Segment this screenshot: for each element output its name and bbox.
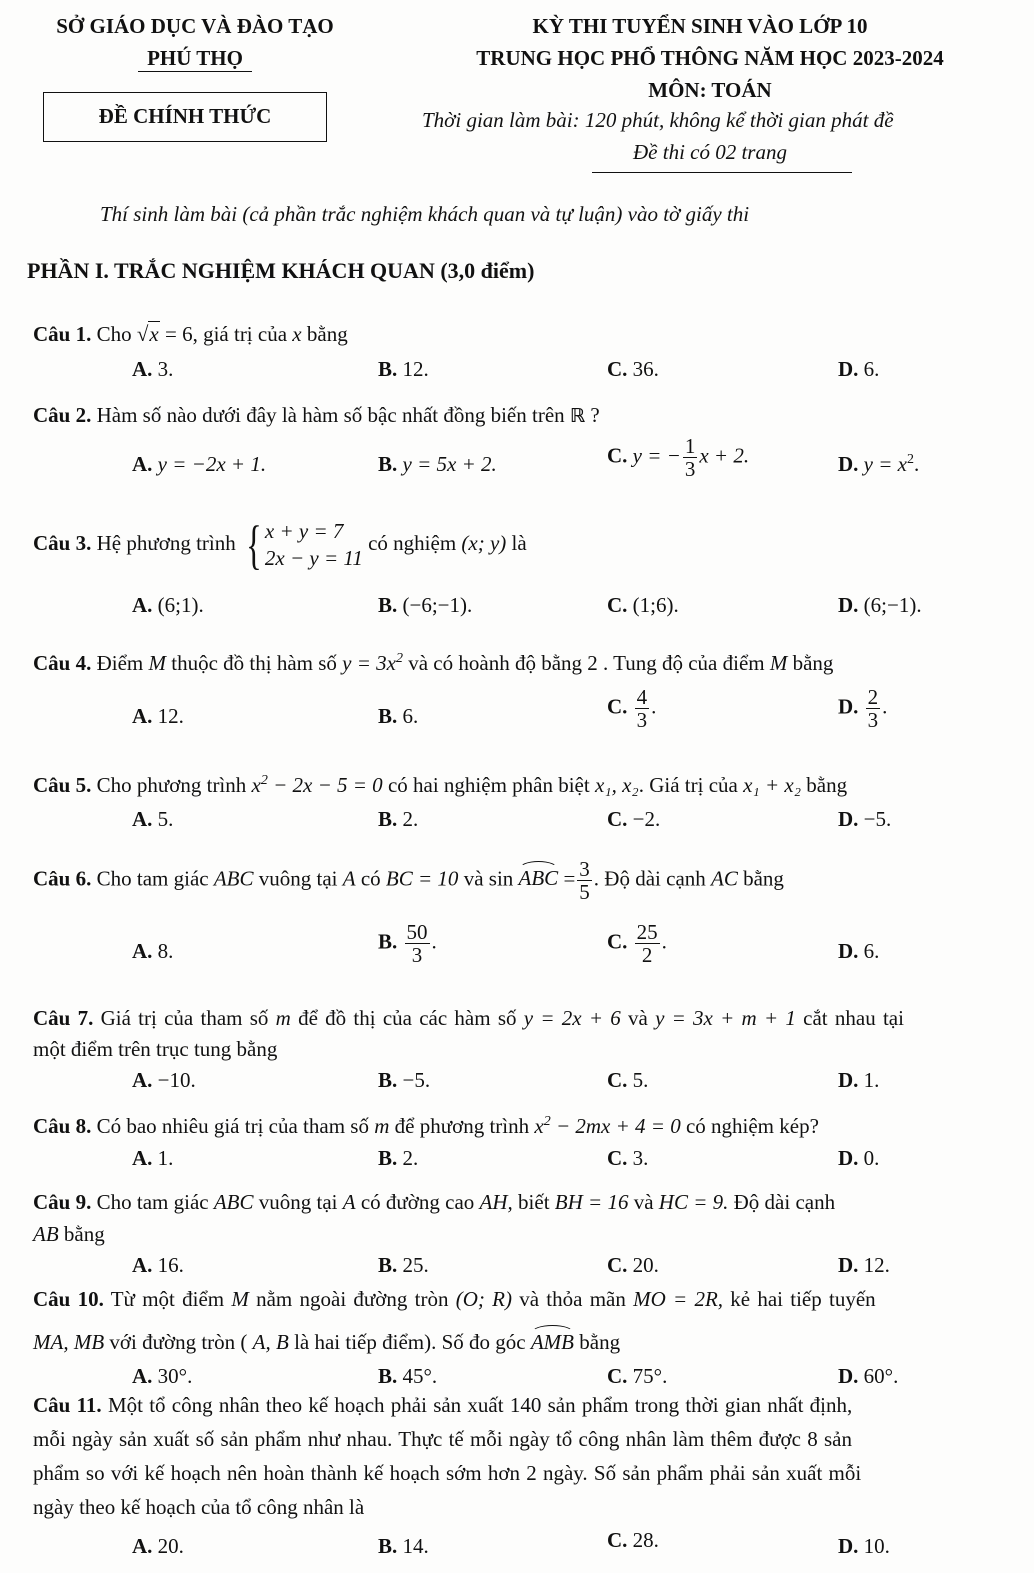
q5-roots: x₁, x₂ <box>594 773 639 797</box>
q9-text: Cho tam giác <box>96 1190 209 1214</box>
q3-option-a: A. (6;1). <box>132 593 204 617</box>
q4-point2: M <box>769 651 788 675</box>
q10-circle: (O; R) <box>455 1287 512 1311</box>
q6-bc: BC = 10 <box>385 866 459 891</box>
q3-option-c: C. (1;6). <box>607 593 679 617</box>
q9-text5: và <box>633 1190 654 1214</box>
question-8 <box>33 1114 819 1139</box>
q2-option-a: A. y = −2x + 1. <box>132 452 267 476</box>
q4-text: Điểm <box>96 651 144 675</box>
q6-text3: có <box>360 866 381 891</box>
q6-ac: AC <box>711 866 738 891</box>
question-4 <box>33 651 833 676</box>
q8-option-a: A. 1. <box>132 1146 174 1170</box>
question-label: Câu 4. <box>33 651 92 675</box>
q6-text4: và <box>463 866 484 891</box>
question-10 <box>33 1287 876 1312</box>
q11-option-c: C. 28. <box>607 1528 659 1552</box>
q10-text3: và thỏa mãn <box>519 1287 626 1311</box>
q6-text: Cho tam giác <box>96 866 209 891</box>
q9-hc: HC = 9. <box>658 1190 729 1214</box>
q2-option-c: C. y = − $\frac{1}{3}$ x + 2. <box>607 434 750 482</box>
q1-text3: bằng <box>306 322 348 346</box>
q6-sin: sin <box>488 866 514 891</box>
fraction: $\frac{4}{3}$ <box>636 685 648 733</box>
q2-text: Hàm số nào dưới đây là hàm số bậc nhất đồng biến trên <box>96 403 565 427</box>
question-6: Câu 6. Cho tam giác ABC vuông tại A có BC = 10 và sin ABC = $\frac{3}{5}$ . Độ dài cạnh AC bằng <box>33 857 784 905</box>
q10-option-b: B. 45°. <box>378 1364 438 1388</box>
q7-option-c: C. 5. <box>607 1068 649 1092</box>
q10-text: Từ một điểm <box>110 1287 225 1311</box>
q9-text2: vuông tại <box>258 1190 338 1214</box>
q4-text3: và có hoành độ bằng 2 . Tung độ của điểm <box>408 651 765 675</box>
q7-option-d: D. 1. <box>838 1068 880 1092</box>
q9-bh: BH = 16 <box>554 1190 629 1214</box>
q9-option-c: C. 20. <box>607 1253 659 1277</box>
q1-option-c: C. 36. <box>607 357 659 381</box>
q9-triangle: ABC <box>213 1190 254 1214</box>
department-name: SỞ GIÁO DỤC VÀ ĐÀO TẠO <box>56 14 334 38</box>
q4-option-d: D. $\frac{2}{3}$ . <box>838 685 888 733</box>
q7-option-a: A. −10. <box>132 1068 196 1092</box>
exam-title: KỲ THI TUYỂN SINH VÀO LỚP 10 <box>532 14 868 38</box>
q10-text4: kẻ hai tiếp tuyến <box>730 1287 876 1311</box>
q5-text3: . Giá trị của <box>638 773 738 797</box>
q5-sum: x₁ + x₂ <box>743 773 802 797</box>
q9-vertex: A <box>342 1190 356 1214</box>
q5-equation: $x^2 - 2x - 5 = 0$ <box>251 773 383 797</box>
q11-line3: phẩm so với kế hoạch nên hoàn thành kế hoạch sớm hơn 2 ngày. Số sản phẩm phải sản xuất mỗi <box>33 1461 862 1485</box>
q7-line2: một điểm trên trục tung bằng <box>33 1037 278 1061</box>
q11-line2: mỗi ngày sản xuất số sản phẩm như nhau. Thực tế mỗi ngày tổ công nhân làm thêm được 8 sản <box>33 1427 852 1451</box>
question-label: Câu 7. <box>33 1006 94 1030</box>
real-numbers-symbol: ℝ <box>569 405 586 427</box>
q6-option-a: A. 8. <box>132 939 174 963</box>
question-7 <box>33 1006 904 1031</box>
exam-subject: MÔN: TOÁN <box>648 78 772 102</box>
question-label: Câu 11. <box>33 1393 102 1417</box>
q11-option-d: D. 10. <box>838 1534 890 1558</box>
q4-option-a: A. 12. <box>132 704 184 728</box>
q8-equation: $x^2 - 2mx + 4 = 0$ <box>534 1114 681 1138</box>
q10-line2: MA, MB với đường tròn ( A, B là hai tiếp điểm). Số đo góc AMB bằng <box>33 1330 621 1354</box>
question-1 <box>33 322 348 347</box>
q4-point: M <box>148 651 167 675</box>
q8-option-b: B. 2. <box>378 1146 419 1170</box>
q9-altitude: AH, <box>479 1190 513 1214</box>
q4-function: $y = 3x^2$ <box>342 651 403 675</box>
q1-option-a: A. 3. <box>132 357 174 381</box>
province-underline <box>138 71 252 72</box>
question-label: Câu 3. <box>33 531 92 556</box>
q5-option-d: D. −5. <box>838 807 892 831</box>
q8-text2: để phương trình <box>394 1114 530 1138</box>
q1-var: x <box>292 322 302 346</box>
q3-text2: có nghiệm <box>368 531 457 556</box>
province-name: PHÚ THỌ <box>147 46 243 70</box>
q11-line4: ngày theo kế hoạch của tổ công nhân là <box>33 1495 365 1519</box>
q6-option-d: D. 6. <box>838 939 880 963</box>
equation-system: { x + y = 7 2x − y = 11 <box>246 515 363 576</box>
q1-eq: = 6, <box>164 322 198 346</box>
q1-option-d: D. 6. <box>838 357 880 381</box>
q9-option-b: B. 25. <box>378 1253 429 1277</box>
angle-hat: AMB <box>530 1330 575 1354</box>
question-5 <box>33 773 847 798</box>
q10-point: M <box>231 1287 249 1311</box>
fraction: $\frac{3}{5}$ <box>579 857 590 905</box>
q3-option-b: B. (−6;−1). <box>378 593 473 617</box>
q7-function1: y = 2x + 6 <box>523 1006 621 1030</box>
question-label: Câu 1. <box>33 322 92 346</box>
q11-option-b: B. 14. <box>378 1534 429 1558</box>
q5-text2: có hai nghiệm phân biệt <box>387 773 590 797</box>
question-label: Câu 8. <box>33 1114 92 1138</box>
question-3 <box>33 515 527 576</box>
question-9 <box>33 1190 835 1215</box>
q7-text2: để đồ thị của các hàm số <box>298 1006 517 1030</box>
q3-option-d: D. (6;−1). <box>838 593 922 617</box>
fraction: $\frac{25}{2}$ <box>636 920 658 968</box>
q4-text2: thuộc đồ thị hàm số <box>171 651 337 675</box>
q10-option-c: C. 75°. <box>607 1364 668 1388</box>
section-title: PHẦN I. TRẮC NGHIỆM KHÁCH QUAN (3,0 điểm) <box>27 258 535 283</box>
q7-function2: y = 3x + m + 1 <box>655 1006 796 1030</box>
exam-page-note: Đề thi có 02 trang <box>633 140 787 164</box>
q6-text5: . Độ dài cạnh <box>593 866 706 891</box>
q5-option-a: A. 5. <box>132 807 174 831</box>
q2-option-d: D. $y = x^2$. <box>838 452 920 476</box>
q5-text4: bằng <box>806 773 848 797</box>
question-label: Câu 9. <box>33 1190 92 1214</box>
q9-option-d: D. 12. <box>838 1253 890 1277</box>
q9-line2: AB bằng <box>33 1222 105 1246</box>
question-label: Câu 10. <box>33 1287 104 1311</box>
q7-text3: và <box>627 1006 648 1030</box>
fraction: $\frac{50}{3}$ <box>406 920 428 968</box>
q2-end: ? <box>590 403 600 427</box>
official-label: ĐỀ CHÍNH THỨC <box>98 104 272 128</box>
q6-text6: bằng <box>743 866 784 891</box>
q4-option-c: C. $\frac{4}{3}$ . <box>607 685 657 733</box>
q2-option-b: B. y = 5x + 2. <box>378 452 497 476</box>
q6-option-b: B. $\frac{50}{3}$ . <box>378 920 437 968</box>
exam-school-year: TRUNG HỌC PHỔ THÔNG NĂM HỌC 2023-2024 <box>476 46 944 70</box>
question-11 <box>33 1393 852 1418</box>
q3-pair: (x; y) <box>461 531 507 556</box>
q10-text2: nằm ngoài đường tròn <box>256 1287 449 1311</box>
q7-option-b: B. −5. <box>378 1068 431 1092</box>
fraction: $\frac{1}{3}$ <box>684 434 696 482</box>
angle-hat: ABC <box>518 866 559 891</box>
q10-option-a: A. 30°. <box>132 1364 193 1388</box>
q8-text: Có bao nhiêu giá trị của tham số <box>96 1114 369 1138</box>
q6-triangle: ABC <box>213 866 254 891</box>
q11-line1: Một tổ công nhân theo kế hoạch phải sản xuất 140 sản phẩm trong thời gian nhất định, <box>107 1393 853 1417</box>
q10-option-d: D. 60°. <box>838 1364 899 1388</box>
q8-option-c: C. 3. <box>607 1146 649 1170</box>
question-2 <box>33 403 600 428</box>
q3-text3: là <box>511 531 527 556</box>
q9-text3: có đường cao <box>360 1190 475 1214</box>
q7-text4: cắt nhau tại <box>803 1006 904 1030</box>
q1-text2: giá trị của <box>203 322 288 346</box>
q1-text: Cho <box>96 322 132 346</box>
q6-vertex: A <box>342 866 356 891</box>
q7-param: m <box>275 1006 291 1030</box>
q9-text4: biết <box>518 1190 550 1214</box>
q8-option-d: D. 0. <box>838 1146 880 1170</box>
q6-option-c: C. $\frac{25}{2}$ . <box>607 920 667 968</box>
q4-text4: bằng <box>792 651 834 675</box>
instruction: Thí sinh làm bài (cả phần trắc nghiệm khách quan và tự luận) vào tờ giấy thi <box>100 202 750 226</box>
q8-param: m <box>374 1114 390 1138</box>
question-label: Câu 5. <box>33 773 92 797</box>
fraction: $\frac{2}{3}$ <box>867 685 879 733</box>
q10-mo: MO = 2R, <box>633 1287 724 1311</box>
q3-text: Hệ phương trình <box>96 531 236 556</box>
q1-option-b: B. 12. <box>378 357 429 381</box>
q4-option-b: B. 6. <box>378 704 419 728</box>
q7-text: Giá trị của tham số <box>100 1006 269 1030</box>
q8-text3: có nghiệm kép? <box>685 1114 819 1138</box>
q9-text6: Độ dài cạnh <box>733 1190 836 1214</box>
exam-time-note: Thời gian làm bài: 120 phút, không kể thời gian phát đề <box>422 108 894 132</box>
header-rule <box>592 172 852 173</box>
q11-option-a: A. 20. <box>132 1534 184 1558</box>
question-label: Câu 2. <box>33 403 92 427</box>
question-label: Câu 6. <box>33 866 92 891</box>
sqrt-expression: √x <box>136 322 159 346</box>
q5-option-b: B. 2. <box>378 807 419 831</box>
q9-option-a: A. 16. <box>132 1253 184 1277</box>
q5-text: Cho phương trình <box>96 773 247 797</box>
q5-option-c: C. −2. <box>607 807 661 831</box>
q6-text2: vuông tại <box>258 866 338 891</box>
